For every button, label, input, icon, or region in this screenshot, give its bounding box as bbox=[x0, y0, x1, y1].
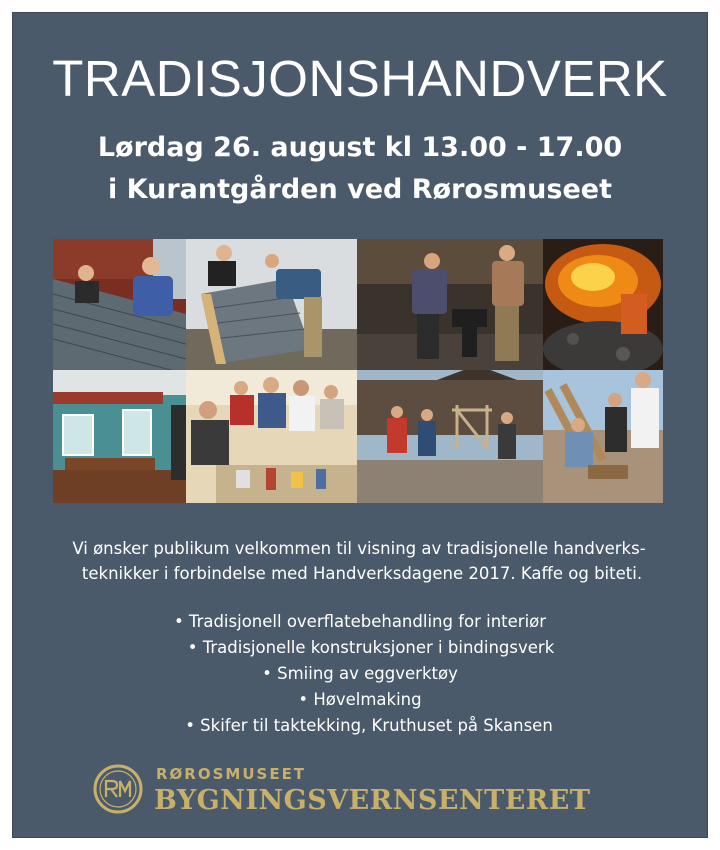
photo-collage bbox=[53, 239, 663, 503]
photo-woodworking-group bbox=[543, 370, 663, 503]
location-line: i Kurantgården ved Rørosmuseet bbox=[108, 174, 612, 205]
museum-logo-icon bbox=[92, 763, 144, 815]
list-item: • Tradisjonell overflatebehandling for interiør bbox=[173, 612, 547, 631]
list-item: • Høvelmaking bbox=[298, 690, 422, 709]
photo-wooden-interior bbox=[53, 370, 186, 503]
event-poster bbox=[12, 12, 708, 838]
intro-text bbox=[53, 536, 665, 586]
date-line: Lørdag 26. august kl 13.00 - 17.00 bbox=[97, 132, 623, 163]
photo-painting-workshop bbox=[186, 370, 357, 503]
photo-forge-fire bbox=[543, 239, 663, 370]
org-name-top: RØROSMUSEET bbox=[156, 765, 307, 783]
photo-slate-roof-workers bbox=[53, 239, 186, 370]
photo-timber-framing-outdoor bbox=[357, 370, 543, 503]
org-name-bottom: BYGNINGSVERNSENTERET bbox=[154, 785, 591, 816]
list-item: • Tradisjonelle konstruksjoner i bindingsverk bbox=[187, 638, 555, 657]
intro-line-1: Vi ønsker publikum velkommen til visning av tradisjonelle handverks- bbox=[72, 539, 646, 558]
list-item: • Skifer til taktekking, Kruthuset på Skansen bbox=[185, 716, 553, 735]
photo-slate-roofing-demo bbox=[186, 239, 357, 370]
intro-line-2: teknikker i forbindelse med Handverksdagene 2017. Kaffe og biteti. bbox=[81, 564, 643, 583]
activity-list bbox=[13, 609, 707, 739]
list-item: • Smiing av eggverktøy bbox=[262, 664, 458, 683]
poster-title: TRADISJONSHANDVERK bbox=[52, 50, 668, 107]
photo-blacksmith-workshop bbox=[357, 239, 543, 370]
